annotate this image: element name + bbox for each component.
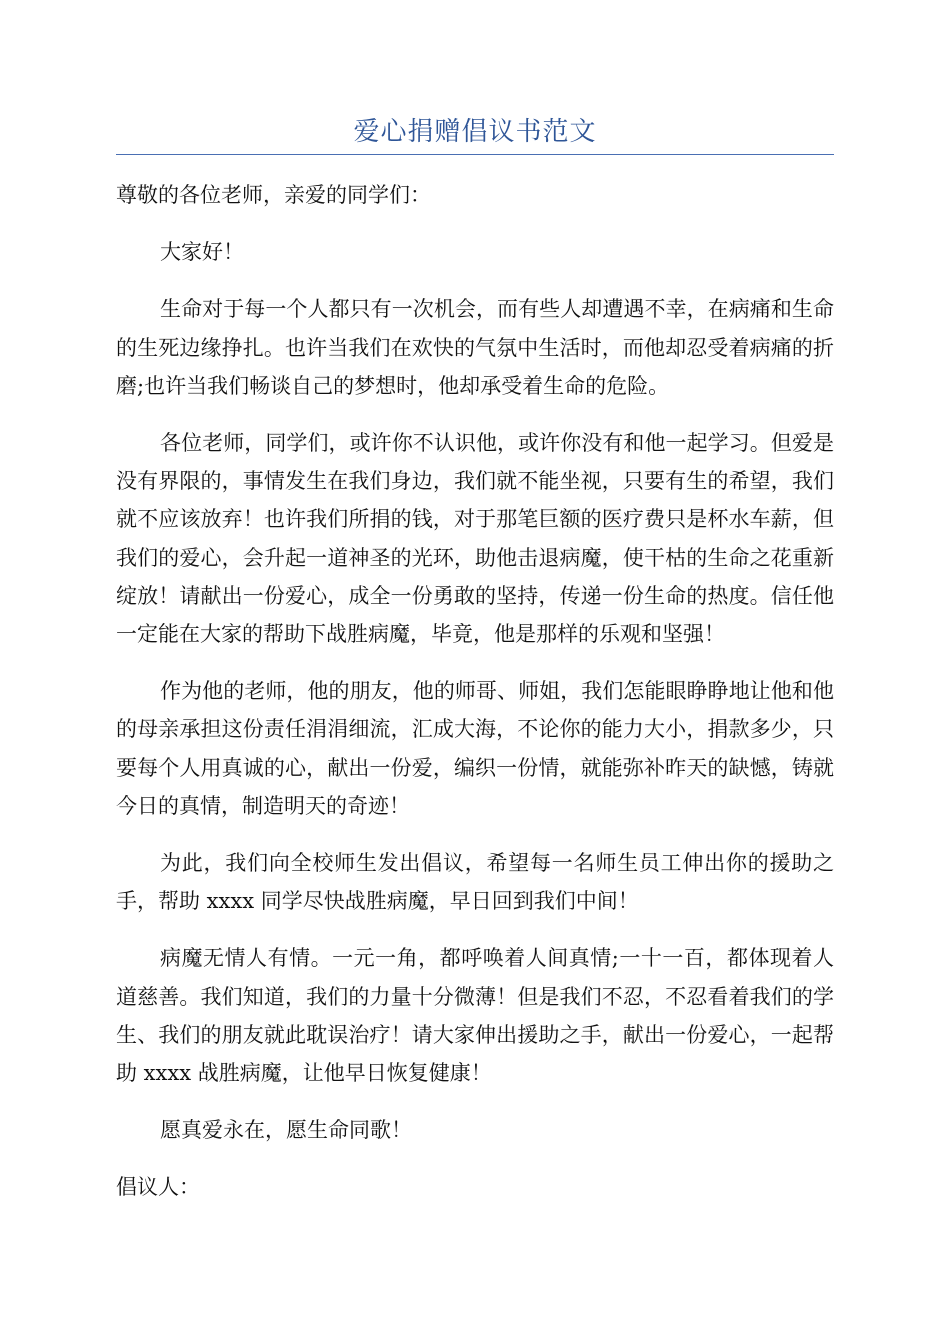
paragraph-2: 各位老师，同学们，或许你不认识他，或许你没有和他一起学习。但爱是没有界限的，事情发生在我们身边，我们就不能坐视，只要有生的希望，我们就不应该放弃！也许我们所捐的钱，对于那笔巨额的医疗费只是杯水车薪，但我们的爱心，会升起一道神圣的光环，助他击退病魔，使干枯的生命之花重新绽放！请献出一份爱心，成全一份勇敢的坚持，传递一份生命的热度。信任他一定能在大家的帮助下战胜病魔，毕竟，他是那样的乐观和坚强！ <box>116 431 834 647</box>
paragraph-greeting: 大家好！ <box>160 240 244 265</box>
paragraph-3: 作为他的老师，他的朋友，他的师哥、师姐，我们怎能眼睁睁地让他和他的母亲承担这份责任涓涓细流，汇成大海，不论你的能力大小，捐款多少，只要每个人用真诚的心，献出一份爱，编织一份情，就能弥补昨天的缺憾，铸就今日的真情，制造明天的奇迹！ <box>116 679 834 818</box>
paragraph-closing: 愿真爱永在，愿生命同歌！ <box>160 1118 412 1143</box>
paragraph-1: 生命对于每一个人都只有一次机会，而有些人却遭遇不幸，在病痛和生命的生死边缘挣扎。也许当我们在欢快的气氛中生活时，而他却忍受着病痛的折磨;也许当我们畅谈自己的梦想时，他却承受着生命的危险。 <box>116 297 834 398</box>
salutation: 尊敬的各位老师，亲爱的同学们： <box>116 183 431 207</box>
document-title: 爱心捐赠倡议书范文 <box>353 117 597 147</box>
document-body <box>116 176 834 1226</box>
paragraph-4: 为此，我们向全校师生发出倡议，希望每一名师生员工伸出你的援助之手，帮助 xxxx 同学尽快战胜病魔，早日回到我们中间！ <box>116 851 834 914</box>
paragraph-5: 病魔无情人有情。一元一角，都呼唤着人间真情;一十一百，都体现着人道慈善。我们知道，我们的力量十分微薄！但是我们不忍，不忍看着我们的学生、我们的朋友就此耽误治疗！请大家伸出援助之手，献出一份爱心，一起帮助 xxxx 战胜病魔，让他早日恢复健康！ <box>116 946 834 1086</box>
title-underline <box>116 154 834 155</box>
signature-line: 倡议人： <box>116 1175 200 1200</box>
